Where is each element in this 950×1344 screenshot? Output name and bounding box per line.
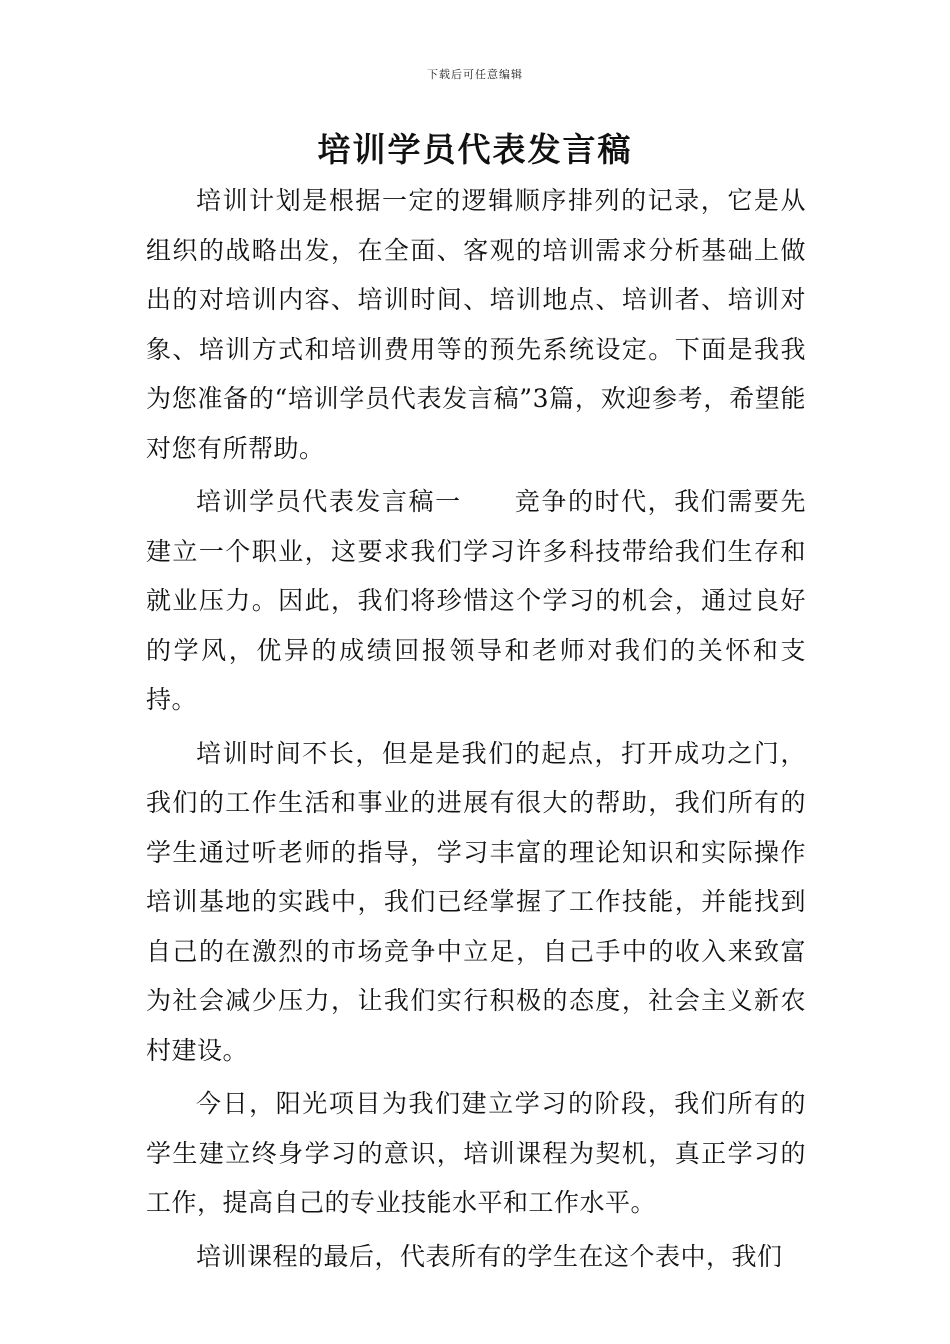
- document-body: [146, 176, 806, 1285]
- paragraph-today: 今日，阳光项目为我们建立学习的阶段，我们所有的学生建立终身学习的意识，培训课程为契机，真正学习的工作，提高自己的专业技能水平和工作水平。: [146, 1089, 806, 1217]
- paragraph-closing: 培训课程的最后，代表所有的学生在这个表中，我们: [196, 1241, 783, 1271]
- paragraph-training-time: 培训时间不长，但是是我们的起点，打开成功之门，我们的工作生活和事业的进展有很大的帮助，我们所有的学生通过听老师的指导，学习丰富的理论知识和实际操作培训基地的实践中，我们已经掌握了工作技能，并能找到自己的在激烈的市场竞争中立足，自己手中的收入来致富为社会减少压力，让我们实行积极的态度，社会主义新农村建设。: [146, 738, 806, 1065]
- paragraph-intro: 培训计划是根据一定的逻辑顺序排列的记录，它是从组织的战略出发，在全面、客观的培训需求分析基础上做出的对培训内容、培训时间、培训地点、培训者、培训对象、培训方式和培训费用等的预先系统设定。下面是我我为您准备的“培训学员代表发言稿”3篇，欢迎参考，希望能对您有所帮助。: [146, 186, 806, 463]
- header-note: 下载后可任意编辑: [427, 68, 523, 81]
- paragraph-speech-one: 培训学员代表发言稿一 竞争的时代，我们需要先建立一个职业，这要求我们学习许多科技带给我们生存和就业压力。因此，我们将珍惜这个学习的机会，通过良好的学风，优异的成绩回报领导和老师对我们的关怀和支持。: [146, 487, 806, 714]
- document-title: 培训学员代表发言稿: [317, 130, 633, 169]
